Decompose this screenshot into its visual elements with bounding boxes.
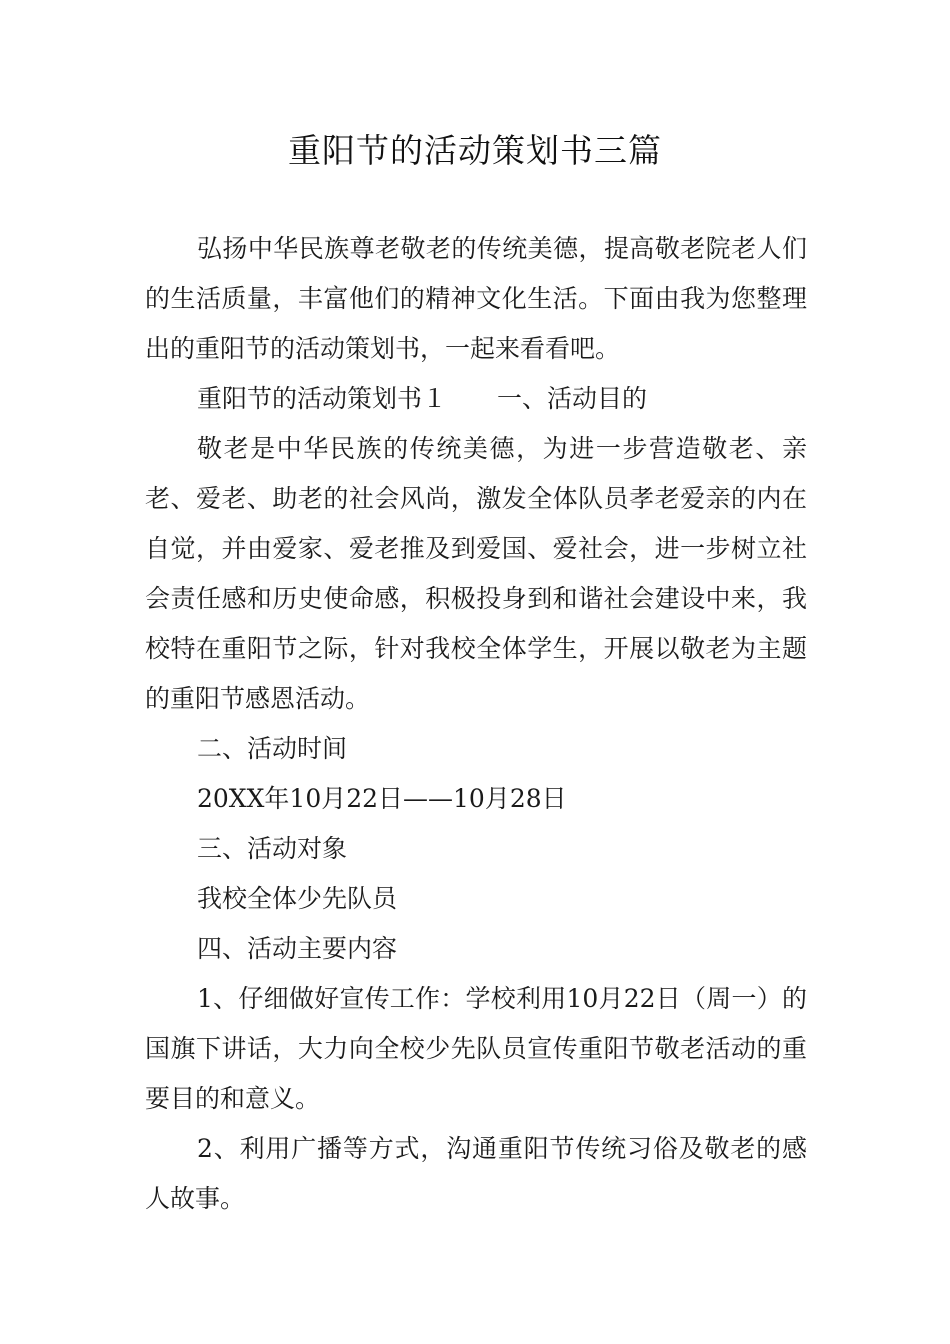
part3-paragraph: 我校全体少先队员: [197, 884, 398, 913]
document-title: 重阳节的活动策划书三篇: [288, 131, 662, 170]
document-body: [145, 224, 807, 1224]
part3-heading: 三、活动对象: [197, 834, 348, 863]
intro-paragraph: 弘扬中华民族尊老敬老的传统美德，提高敬老院老人们的生活质量，丰富他们的精神文化生活。下面由我为您整理出的重阳节的活动策划书，一起来看看吧。: [145, 234, 807, 363]
item2-paragraph: 2、利用广播等方式，沟通重阳节传统习俗及敬老的感人故事。: [145, 1134, 807, 1213]
part4-heading: 四、活动主要内容: [197, 934, 398, 963]
item1-paragraph: 1、仔细做好宣传工作：学校利用10月22日（周一）的国旗下讲话，大力向全校少先队员宣传重阳节敬老活动的重要目的和意义。: [145, 984, 807, 1113]
part1-heading: 一、活动目的: [497, 384, 648, 413]
part1-paragraph: 敬老是中华民族的传统美德，为进一步营造敬老、亲老、爱老、助老的社会风尚，激发全体队员孝老爱亲的内在自觉，并由爱家、爱老推及到爱国、爱社会，进一步树立社会责任感和历史使命感，积极投身到和谐社会建设中来，我校特在重阳节之际，针对我校全体学生，开展以敬老为主题的重阳节感恩活动。: [145, 434, 807, 713]
part2-paragraph: 20XX年10月22日——10月28日: [197, 784, 567, 813]
section-heading-line: [145, 374, 807, 424]
section1-heading: 重阳节的活动策划书１: [197, 384, 448, 413]
part2-heading: 二、活动时间: [197, 734, 348, 763]
